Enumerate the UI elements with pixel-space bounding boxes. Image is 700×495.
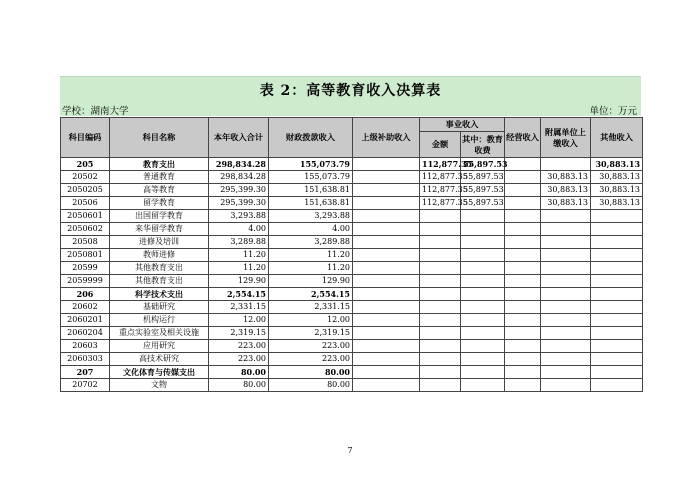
cell-affiliated	[541, 288, 591, 301]
cell-superior	[353, 314, 420, 327]
cell-other	[591, 340, 643, 353]
cell-business-amount	[420, 262, 461, 275]
cell-business-tuition: 55,897.53	[461, 171, 505, 184]
table-row	[61, 223, 643, 236]
cell-superior	[353, 197, 420, 210]
cell-operating	[505, 288, 541, 301]
cell-other	[591, 301, 643, 314]
cell-operating	[505, 210, 541, 223]
cell-affiliated	[541, 327, 591, 340]
cell-total: 11.20	[209, 249, 269, 262]
header-business-amount: 金额	[420, 132, 461, 158]
cell-total: 295,399.30	[209, 184, 269, 197]
cell-fiscal: 11.20	[269, 262, 353, 275]
cell-name: 教育支出	[110, 158, 209, 171]
cell-fiscal: 223.00	[269, 340, 353, 353]
cell-name: 文物	[110, 379, 209, 392]
cell-code: 20502	[61, 171, 110, 184]
cell-superior	[353, 223, 420, 236]
cell-fiscal: 80.00	[269, 379, 353, 392]
table-row	[61, 275, 643, 288]
cell-other: 30,883.13	[591, 158, 643, 171]
header-operating: 经营收入	[505, 118, 541, 158]
cell-affiliated	[541, 158, 591, 171]
cell-fiscal: 80.00	[269, 366, 353, 379]
cell-total: 298,834.28	[209, 171, 269, 184]
cell-operating	[505, 171, 541, 184]
cell-name: 其他教育支出	[110, 275, 209, 288]
cell-total: 11.20	[209, 262, 269, 275]
table-row	[61, 262, 643, 275]
cell-superior	[353, 210, 420, 223]
cell-code: 206	[61, 288, 110, 301]
cell-code: 2060204	[61, 327, 110, 340]
cell-name: 教师进修	[110, 249, 209, 262]
unit-label: 单位：万元	[589, 106, 637, 117]
header-code: 科目编码	[61, 118, 110, 158]
cell-superior	[353, 236, 420, 249]
cell-other	[591, 236, 643, 249]
cell-affiliated: 30,883.13	[541, 171, 591, 184]
cell-business-amount	[420, 236, 461, 249]
cell-superior	[353, 353, 420, 366]
cell-total: 223.00	[209, 353, 269, 366]
cell-business-tuition: 55,897.53	[461, 197, 505, 210]
cell-fiscal: 151,638.81	[269, 184, 353, 197]
cell-fiscal: 2,554.15	[269, 288, 353, 301]
cell-affiliated	[541, 379, 591, 392]
cell-operating	[505, 223, 541, 236]
cell-name: 应用研究	[110, 340, 209, 353]
cell-other	[591, 210, 643, 223]
cell-fiscal: 2,331.15	[269, 301, 353, 314]
cell-business-amount	[420, 353, 461, 366]
cell-fiscal: 11.20	[269, 249, 353, 262]
cell-total: 12.00	[209, 314, 269, 327]
cell-operating	[505, 327, 541, 340]
cell-other	[591, 353, 643, 366]
table-row	[61, 366, 643, 379]
cell-operating	[505, 340, 541, 353]
cell-business-tuition	[461, 210, 505, 223]
cell-code: 2060303	[61, 353, 110, 366]
table-row	[61, 353, 643, 366]
cell-business-tuition	[461, 288, 505, 301]
table-row	[61, 379, 643, 392]
cell-superior	[353, 288, 420, 301]
cell-code: 205	[61, 158, 110, 171]
cell-operating	[505, 379, 541, 392]
table-row	[61, 249, 643, 262]
cell-business-amount	[420, 249, 461, 262]
cell-affiliated	[541, 340, 591, 353]
cell-operating	[505, 353, 541, 366]
cell-business-amount	[420, 314, 461, 327]
page-number: 7	[347, 446, 353, 455]
cell-fiscal: 3,289.88	[269, 236, 353, 249]
cell-business-tuition	[461, 301, 505, 314]
table-title-text: 表 2：高等教育收入决算表	[259, 83, 442, 99]
cell-operating	[505, 249, 541, 262]
header-name: 科目名称	[110, 118, 209, 158]
cell-operating	[505, 301, 541, 314]
table-row	[61, 171, 643, 184]
cell-total: 295,399.30	[209, 197, 269, 210]
cell-name: 高等教育	[110, 184, 209, 197]
cell-business-amount	[420, 275, 461, 288]
cell-operating	[505, 158, 541, 171]
cell-other	[591, 262, 643, 275]
cell-superior	[353, 171, 420, 184]
cell-name: 重点实验室及相关设施	[110, 327, 209, 340]
cell-business-tuition	[461, 314, 505, 327]
cell-fiscal: 129.90	[269, 275, 353, 288]
cell-affiliated	[541, 366, 591, 379]
cell-affiliated: 30,883.13	[541, 184, 591, 197]
cell-business-amount	[420, 340, 461, 353]
cell-name: 来华留学教育	[110, 223, 209, 236]
header-total: 本年收入合计	[209, 118, 269, 158]
cell-fiscal: 151,638.81	[269, 197, 353, 210]
cell-name: 基础研究	[110, 301, 209, 314]
cell-superior	[353, 184, 420, 197]
cell-superior	[353, 366, 420, 379]
cell-affiliated	[541, 301, 591, 314]
table-row	[61, 301, 643, 314]
cell-fiscal: 155,073.79	[269, 158, 353, 171]
cell-fiscal: 3,293.88	[269, 210, 353, 223]
school-label: 学校：湖南大学	[62, 106, 129, 117]
cell-code: 20599	[61, 262, 110, 275]
table-subheader	[60, 102, 641, 116]
cell-code: 20702	[61, 379, 110, 392]
cell-operating	[505, 197, 541, 210]
table-row	[61, 197, 643, 210]
cell-superior	[353, 327, 420, 340]
cell-business-tuition	[461, 236, 505, 249]
header-business: 事业收入	[420, 118, 505, 132]
cell-operating	[505, 366, 541, 379]
cell-code: 20506	[61, 197, 110, 210]
cell-total: 2,319.15	[209, 327, 269, 340]
cell-total: 4.00	[209, 223, 269, 236]
cell-operating	[505, 275, 541, 288]
cell-affiliated	[541, 353, 591, 366]
cell-code: 2050801	[61, 249, 110, 262]
table-row	[61, 340, 643, 353]
table-row	[61, 288, 643, 301]
cell-total: 3,289.88	[209, 236, 269, 249]
cell-affiliated	[541, 249, 591, 262]
cell-fiscal: 2,319.15	[269, 327, 353, 340]
cell-operating	[505, 236, 541, 249]
cell-affiliated	[541, 275, 591, 288]
cell-name: 进修及培训	[110, 236, 209, 249]
cell-other: 30,883.13	[591, 171, 643, 184]
cell-business-tuition	[461, 379, 505, 392]
cell-code: 207	[61, 366, 110, 379]
cell-code: 20603	[61, 340, 110, 353]
table-row	[61, 158, 643, 171]
table-row	[61, 236, 643, 249]
cell-code: 2060201	[61, 314, 110, 327]
cell-business-amount	[420, 301, 461, 314]
header-affiliated: 附属单位上缴收入	[541, 118, 591, 158]
cell-name: 高技术研究	[110, 353, 209, 366]
cell-business-tuition	[461, 262, 505, 275]
cell-superior	[353, 249, 420, 262]
cell-business-tuition	[461, 327, 505, 340]
cell-name: 其他教育支出	[110, 262, 209, 275]
table-row	[61, 327, 643, 340]
header-business-tuition: 其中：教育收费	[461, 132, 505, 158]
cell-superior	[353, 301, 420, 314]
cell-business-tuition	[461, 249, 505, 262]
header-fiscal: 财政拨款收入	[269, 118, 353, 158]
cell-total: 129.90	[209, 275, 269, 288]
cell-code: 2050602	[61, 223, 110, 236]
cell-other: 30,883.13	[591, 184, 643, 197]
cell-affiliated: 30,883.13	[541, 197, 591, 210]
cell-fiscal: 223.00	[269, 353, 353, 366]
cell-fiscal: 155,073.79	[269, 171, 353, 184]
cell-fiscal: 4.00	[269, 223, 353, 236]
cell-business-amount	[420, 379, 461, 392]
cell-superior	[353, 340, 420, 353]
cell-business-amount: 112,877.35	[420, 171, 461, 184]
header-other: 其他收入	[591, 118, 643, 158]
cell-business-amount	[420, 366, 461, 379]
cell-code: 2050205	[61, 184, 110, 197]
cell-code: 2050601	[61, 210, 110, 223]
cell-business-amount	[420, 327, 461, 340]
cell-name: 出国留学教育	[110, 210, 209, 223]
cell-affiliated	[541, 314, 591, 327]
header-superior: 上级补助收入	[353, 118, 420, 158]
table-row	[61, 184, 643, 197]
cell-superior	[353, 275, 420, 288]
table-row	[61, 314, 643, 327]
cell-business-amount	[420, 223, 461, 236]
table-title	[60, 76, 641, 103]
cell-superior	[353, 158, 420, 171]
cell-total: 298,834.28	[209, 158, 269, 171]
cell-total: 2,554.15	[209, 288, 269, 301]
cell-other	[591, 275, 643, 288]
cell-total: 80.00	[209, 366, 269, 379]
cell-total: 80.00	[209, 379, 269, 392]
cell-other	[591, 249, 643, 262]
cell-other	[591, 223, 643, 236]
cell-operating	[505, 184, 541, 197]
table-row	[61, 210, 643, 223]
cell-business-amount: 112,877.35	[420, 184, 461, 197]
cell-business-tuition	[461, 366, 505, 379]
cell-business-tuition	[461, 340, 505, 353]
cell-business-tuition	[461, 353, 505, 366]
cell-other	[591, 379, 643, 392]
cell-business-tuition	[461, 223, 505, 236]
income-table	[60, 117, 643, 392]
cell-code: 2059999	[61, 275, 110, 288]
cell-total: 223.00	[209, 340, 269, 353]
cell-total: 2,331.15	[209, 301, 269, 314]
cell-affiliated	[541, 210, 591, 223]
cell-other	[591, 327, 643, 340]
cell-affiliated	[541, 236, 591, 249]
cell-other	[591, 366, 643, 379]
cell-other	[591, 314, 643, 327]
cell-affiliated	[541, 262, 591, 275]
cell-other: 30,883.13	[591, 197, 643, 210]
cell-business-amount: 112,877.35	[420, 158, 461, 171]
cell-fiscal: 12.00	[269, 314, 353, 327]
cell-superior	[353, 379, 420, 392]
cell-name: 机构运行	[110, 314, 209, 327]
cell-name: 普通教育	[110, 171, 209, 184]
cell-operating	[505, 314, 541, 327]
cell-other	[591, 288, 643, 301]
cell-business-tuition	[461, 275, 505, 288]
cell-code: 20602	[61, 301, 110, 314]
cell-name: 科学技术支出	[110, 288, 209, 301]
cell-business-amount	[420, 210, 461, 223]
cell-operating	[505, 262, 541, 275]
cell-name: 留学教育	[110, 197, 209, 210]
cell-affiliated	[541, 223, 591, 236]
cell-total: 3,293.88	[209, 210, 269, 223]
cell-superior	[353, 262, 420, 275]
cell-name: 文化体育与传媒支出	[110, 366, 209, 379]
cell-business-amount: 112,877.35	[420, 197, 461, 210]
cell-business-tuition: 55,897.53	[461, 158, 505, 171]
cell-business-tuition: 55,897.53	[461, 184, 505, 197]
cell-code: 20508	[61, 236, 110, 249]
cell-business-amount	[420, 288, 461, 301]
